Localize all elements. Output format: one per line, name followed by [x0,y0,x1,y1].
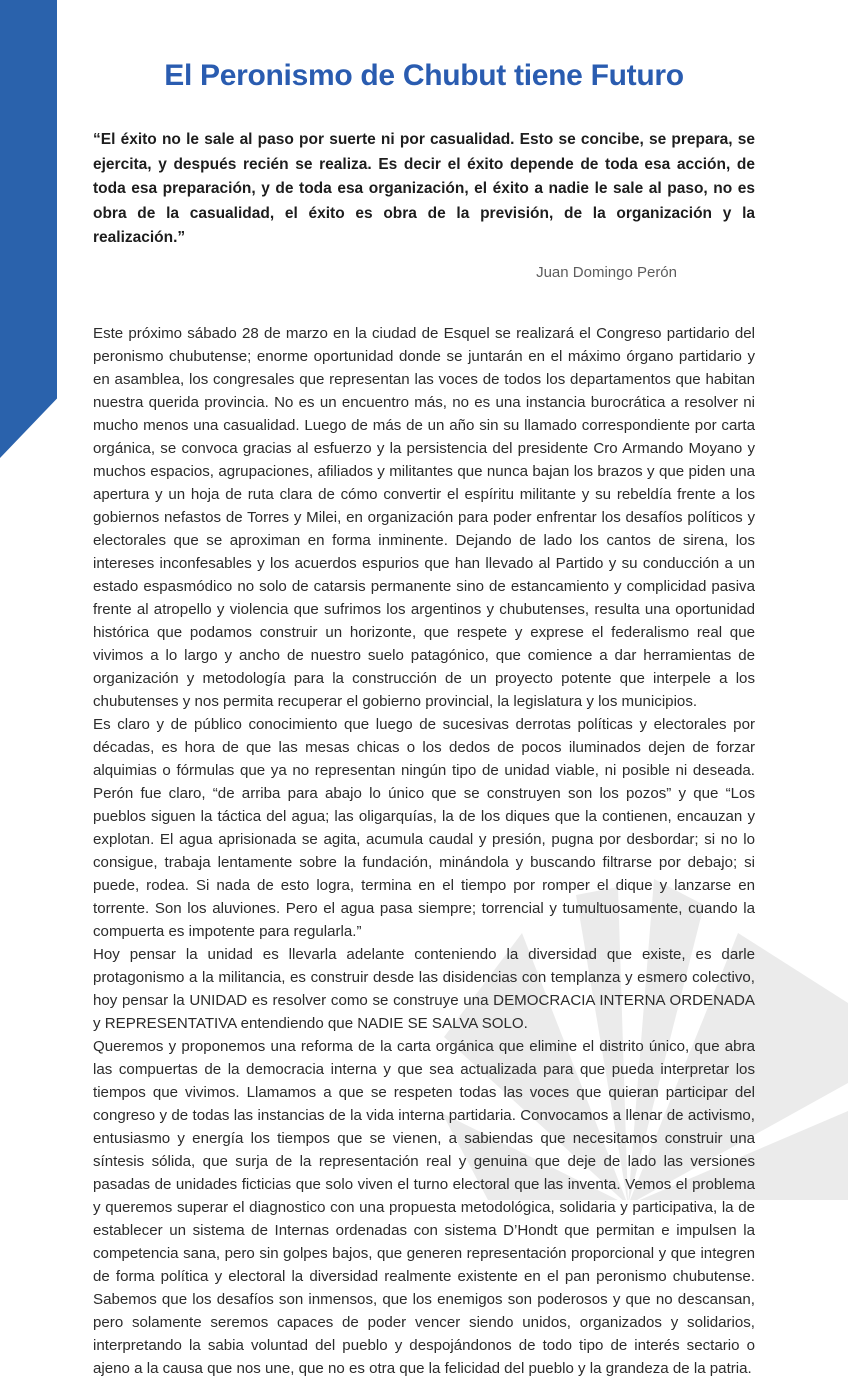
body-text [93,322,755,1380]
left-accent-banner [0,0,57,458]
body-paragraph: Es claro y de público conocimiento que luego de sucesivas derrotas políticas y electorales por décadas, es hora de que las mesas chicas o los dedos de pocos iluminados dejen de forzar alquimias o fórmulas que ya no representan ningún tipo de unidad viable, ni posible ni deseada. Perón fue claro, “de arriba para abajo lo único que se construyen son los pozos” y que “Los pueblos siguen la táctica del agua; las oligarquías, la de los diques que la contienen, encauzan y explotan. El agua aprisionada se agita, acumula caudal y presión, pugna por desbordar; si no lo consigue, trabaja lentamente sobre la fundación, minándola y buscando filtrarse por debajo; si puede, rodea. Si nada de esto logra, termina en el tiempo por romper el dique y lanzarse en torrente. Son los aluviones. Pero el agua pasa siempre; torrencial y tumultuosamente, cuando la compuerta es impotente para regularla.” [93,715,755,940]
quote-attribution: Juan Domingo Perón [536,263,677,281]
body-paragraph: Hoy pensar la unidad es llevarla adelante conteniendo la diversidad que existe, es darle protagonismo a la militancia, es construir desde las disidencias con templanza y esmero colectivo, hoy pensar la UNIDAD es resolver como se construye una DEMOCRACIA INTERNA ORDENADA y REPRESENTATIVA entendiendo que NADIE SE SALVA SOLO. [93,945,755,1032]
lead-quote: “El éxito no le sale al paso por suerte ni por casualidad. Esto se concibe, se prepara, se ejercita, y después recién se realiza. Es decir el éxito depende de toda esa acción, de toda esa preparación, y de toda esa organización, el éxito a nadie le sale al paso, no es obra de la casualidad, el éxito es obra de la previsión, de la organización y la realización.” [93,131,755,247]
document-content [93,0,755,1380]
body-paragraph: Este próximo sábado 28 de marzo en la ciudad de Esquel se realizará el Congreso partidario del peronismo chubutense; enorme oportunidad donde se juntarán en el máximo órgano partidario y en asamblea, los congresales que representan las voces de todos los departamentos que habitan nuestra querida provincia. No es un encuentro más, no es una instancia burocrática a resolver ni mucho menos una casualidad. Luego de más de un año sin su llamado correspondiente por carta orgánica, se convoca gracias al esfuerzo y la persistencia del presidente Cro Armando Moyano y muchos espacios, agrupaciones, afiliados y militantes que nunca bajan los brazos y que piden una apertura y un hoja de ruta clara de cómo convertir el espíritu militante y su rebeldía frente a los gobiernos nefastos de Torres y Milei, en organización para poder enfrentar los desafíos políticos y electorales que se aproximan en forma inminente. Dejando de lado los cantos de sirena, los intereses inconfesables y los acuerdos espurios que han llevado al Partido y su conducción a un estado espasmódico no solo de catarsis permanente sino de estancamiento y complicidad pasiva frente al atropello y violencia que sufrimos los argentinos y chubutenses, resulta una oportunidad histórica que podamos construir un horizonte, que respete y exprese el federalismo real que vivimos a lo largo y ancho de nuestro suelo patagónico, que comience a dar herramientas de organización y metodología para la construcción de un proyecto potente que interpele a los chubutenses y nos permita recuperar el gobierno provincial, la legislatura y los municipios. [93,324,755,710]
page-title: El Peronismo de Chubut tiene Futuro [164,59,684,92]
body-paragraph: Queremos y proponemos una reforma de la carta orgánica que elimine el distrito único, que abra las compuertas de la democracia interna y que sea actualizada para que pueda interpretar los tiempos que vivimos. Llamamos a que se respeten todas las voces que quieran participar del congreso y de todas las instancias de la vida interna partidaria. Convocamos a llenar de activismo, entusiasmo y energía los tiempos que se vienen, a sabiendas que necesitamos construir una síntesis sólida, que surja de la representación real y genuina que deje de lado las versiones pasadas de unidades ficticias que solo viven el turno electoral que las inventa. Vemos el problema y queremos superar el diagnostico con una propuesta metodológica, solidaria y participativa, la de establecer un sistema de Internas ordenadas con sistema D’Hondt que permitan e impulsen la competencia sana, pero sin golpes bajos, que generen representación proporcional y que integren de forma política y electoral la diversidad realmente existente en el pan peronismo chubutense. Sabemos que los desafíos son inmensos, que los enemigos son poderosos y que no descansan, pero solamente seremos capaces de poder vencer siendo unidos, organizados y solidarios, interpretando la sabia voluntad del pueblo y despojándonos de todo tipo de interés sectario o ajeno a la causa que nos une, que no es otra que la felicidad del pueblo y la grandeza de la patria. [93,1037,755,1377]
